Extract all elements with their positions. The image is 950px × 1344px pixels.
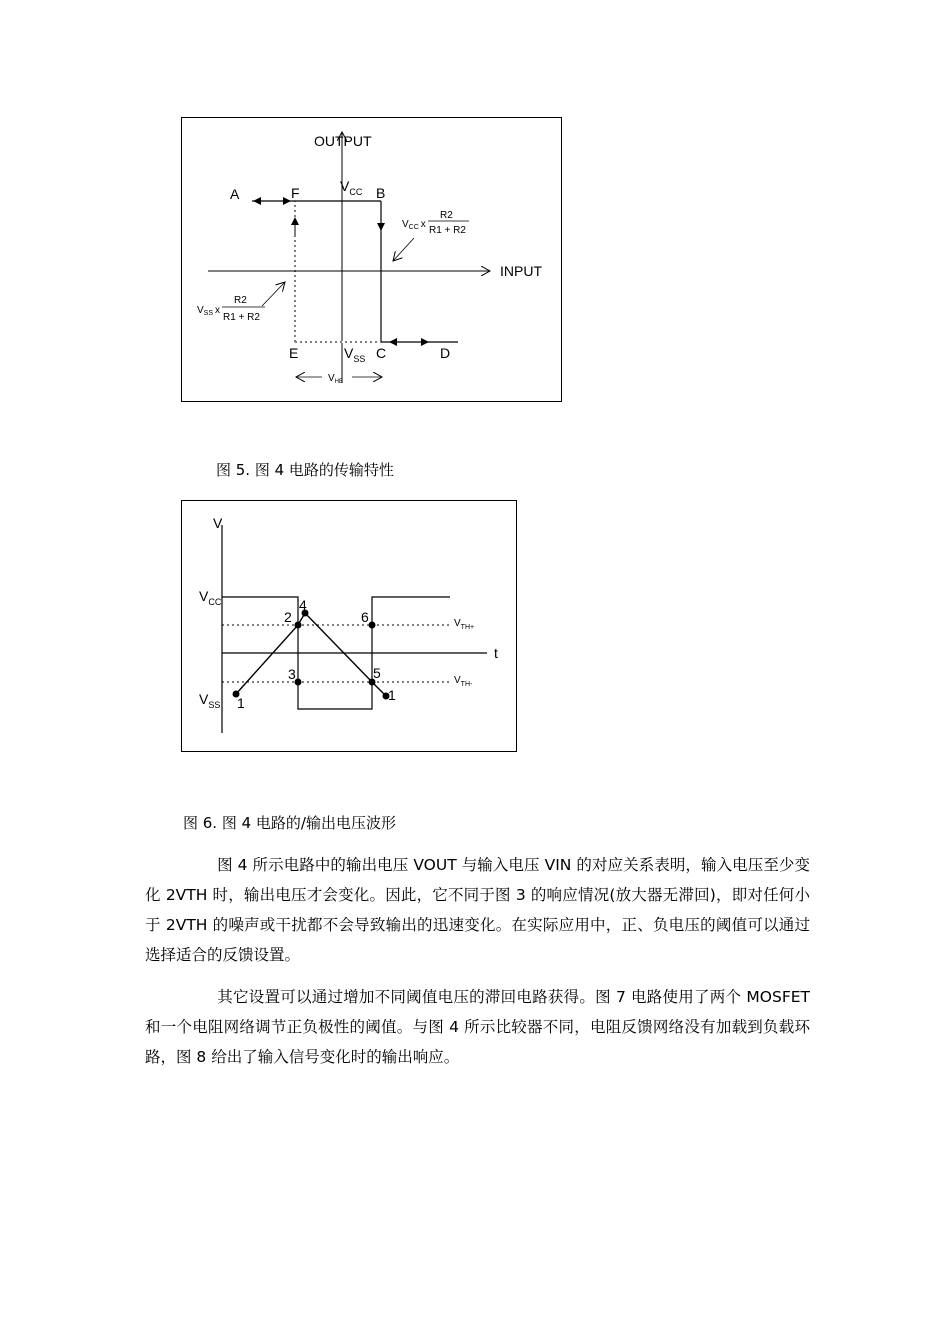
svg-text:R2: R2: [440, 210, 453, 221]
vss-threshold-formula: [197, 282, 285, 323]
vcc-label: $V_{CC}$: [340, 178, 363, 197]
paragraph-1: [145, 850, 810, 970]
t-axis-label: t: [494, 645, 498, 661]
paragraph-2-text: 其它设置可以通过增加不同阈值电压的滞回电路获得。图 7 电路使用了两个 MOSFET 和一个电阻网络调节正负极性的阈值。与图 4 所示比较器不同，电阻反馈网络没有加载到负载环路，图 8 给出了输入信号变化时的输出响应。: [145, 988, 810, 1066]
vth-minus-label: $V_{TH-}$: [454, 675, 473, 688]
point-2-label: 2: [284, 609, 292, 625]
svg-text:VHB: $V_{HB}$: [328, 373, 344, 385]
paragraph-2: [145, 982, 810, 1072]
svg-text:VSSx: $V_{SS}$ x: [197, 305, 221, 317]
point-3-label: 3: [288, 666, 296, 682]
output-axis-label: OUTPUT: [314, 133, 372, 149]
point-4-label: 4: [299, 597, 307, 613]
vss-label: $V_{SS}$: [344, 345, 366, 364]
figure-5-caption: 图 5. 图 4 电路的传输特性: [216, 461, 394, 479]
vhb-span: [296, 373, 382, 385]
vcc-threshold-formula: [393, 210, 469, 261]
vcc-label: $V_{CC}$: [199, 588, 222, 607]
figure-5-diagram: [182, 118, 561, 401]
vss-label: $V_{SS}$: [199, 691, 221, 710]
paragraph-1-text: 图 4 所示电路中的输出电压 VOUT 与输入电压 VIN 的对应关系表明，输入电压至少变化 2VTH 时，输出电压才会变化。因此，它不同于图 3 的响应情况(放大器无滞回)，即对任何小于 2VTH 的噪声或干扰都不会导致输出的迅速变化。在实际应用中，正、负电压的阈值可以通过选择适合的反馈设置。: [145, 856, 810, 964]
point-6-label: 6: [361, 609, 369, 625]
svg-text:R1 + R2: R1 + R2: [223, 312, 260, 323]
label-f: F: [291, 185, 300, 201]
svg-text:R1 + R2: R1 + R2: [429, 225, 466, 236]
label-d: D: [440, 345, 451, 361]
vth-plus-label: $V_{TH+}$: [454, 618, 475, 631]
point-1-label: 1: [237, 695, 245, 711]
point-1b-label: 1: [388, 687, 396, 703]
svg-text:R2: R2: [234, 295, 247, 306]
label-c: C: [376, 345, 387, 361]
label-a: A: [230, 186, 240, 202]
label-e: E: [289, 345, 299, 361]
point-5-label: 5: [373, 665, 381, 681]
figure-5-transfer-characteristic: [181, 117, 562, 402]
figure-6-diagram: [182, 501, 516, 751]
figure-6-output-waveform: [181, 500, 517, 752]
figure-6-caption: 图 6. 图 4 电路的/输出电压波形: [183, 814, 396, 832]
input-axis-label: INPUT: [500, 263, 542, 279]
svg-text:VCCx: $V_{CC}$ x: [402, 219, 426, 231]
v-axis-label: V: [213, 515, 223, 531]
label-b: B: [376, 185, 386, 201]
